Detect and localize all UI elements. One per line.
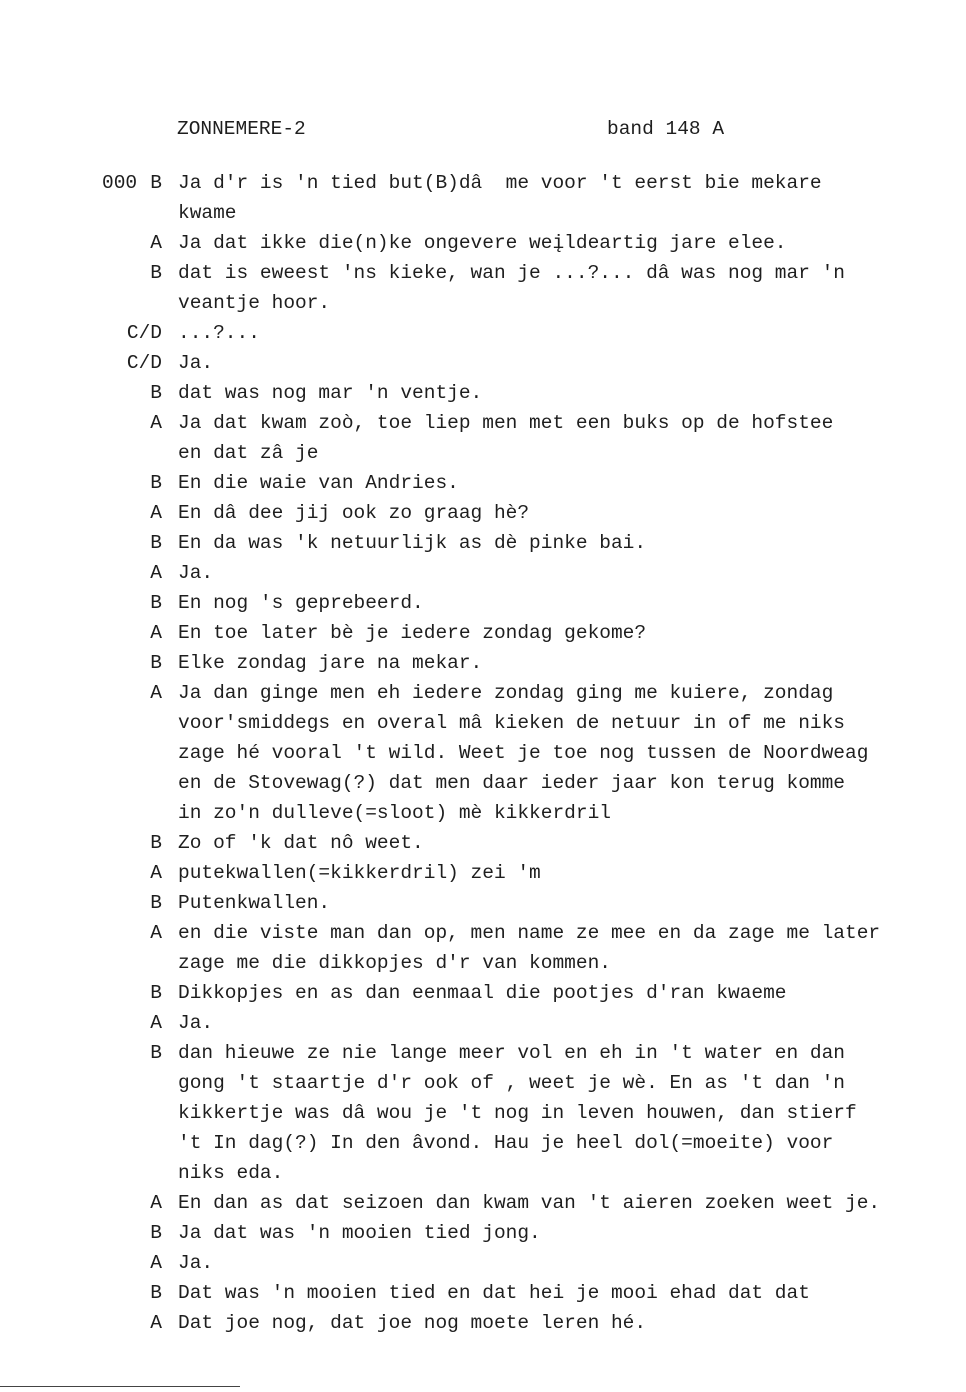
- transcript-line: [0, 1218, 966, 1248]
- speaker-label: A: [150, 862, 162, 884]
- utterance-text: En nog 's geprebeerd.: [178, 592, 424, 614]
- transcript-line: [0, 198, 966, 228]
- speaker-label: B: [150, 382, 162, 404]
- utterance-text: kikkertje was dâ wou je 't nog in leven houwen, dan stierf: [178, 1102, 857, 1124]
- utterance-text: En dâ dee jij ook zo graag hè?: [178, 502, 530, 524]
- utterance-text: En toe later bè je iedere zondag gekome?: [178, 622, 647, 644]
- transcript-line: [0, 318, 966, 348]
- transcript-line: [0, 1308, 966, 1338]
- speaker-label: B: [150, 1222, 162, 1244]
- transcript-line: [0, 528, 966, 558]
- transcript-line: [0, 798, 966, 828]
- transcript-line: [0, 1278, 966, 1308]
- tape-counter: 000: [102, 172, 138, 194]
- transcript-line: [0, 678, 966, 708]
- utterance-text: voor'smiddegs en overal mâ kieken de netuur in of me niks: [178, 712, 846, 734]
- utterance-text: Ja.: [178, 1012, 214, 1034]
- transcript-line: [0, 1068, 966, 1098]
- utterance-text: Ja dat was 'n mooien tied jong.: [178, 1222, 541, 1244]
- speaker-label: A: [150, 1192, 162, 1214]
- transcript-line: [0, 918, 966, 948]
- transcript-line: [0, 648, 966, 678]
- transcript-line: [0, 978, 966, 1008]
- utterance-text: Dat was 'n mooien tied en dat hei je mooi ehad dat dat: [178, 1282, 810, 1304]
- speaker-label: B: [150, 532, 162, 554]
- utterance-text: dat is eweest 'ns kieke, wan je ...?... dâ was nog mar 'n: [178, 262, 846, 284]
- transcript: [0, 168, 966, 1338]
- transcript-line: [0, 1008, 966, 1038]
- transcript-line: [0, 168, 966, 198]
- speaker-label: B: [150, 592, 162, 614]
- transcript-line: [0, 828, 966, 858]
- speaker-label: B: [150, 1042, 162, 1064]
- utterance-text: dat was nog mar 'n ventje.: [178, 382, 483, 404]
- utterance-text: En dan as dat seizoen dan kwam van 't aieren zoeken weet je.: [178, 1192, 881, 1214]
- transcript-line: [0, 588, 966, 618]
- utterance-text: Ja dan ginge men eh iedere zondag ging me kuiere, zondag: [178, 682, 834, 704]
- utterance-text: Ja.: [178, 562, 214, 584]
- document-header: [177, 118, 737, 144]
- utterance-text: Putenkwallen.: [178, 892, 331, 914]
- transcript-line: [0, 1188, 966, 1218]
- utterance-text: Ja.: [178, 352, 214, 374]
- utterance-text: Ja dat kwam zoò, toe liep men met een buks op de hofstee: [178, 412, 834, 434]
- transcript-line: [0, 1128, 966, 1158]
- transcript-line: [0, 498, 966, 528]
- utterance-text: Zo of 'k dat nô weet.: [178, 832, 424, 854]
- transcript-line: [0, 1038, 966, 1068]
- utterance-text: en dat zâ je: [178, 442, 319, 464]
- speaker-label: A: [150, 412, 162, 434]
- transcript-line: [0, 348, 966, 378]
- footer-divider: [0, 1386, 240, 1387]
- speaker-label: B: [150, 832, 162, 854]
- utterance-text: dan hieuwe ze nie lange meer vol en eh in 't water en dan: [178, 1042, 846, 1064]
- utterance-text: niks eda.: [178, 1162, 284, 1184]
- transcript-line: [0, 468, 966, 498]
- utterance-text: in zo'n dulleve(=sloot) mè kikkerdril: [178, 802, 611, 824]
- transcript-line: [0, 1098, 966, 1128]
- utterance-text: zage me die dikkopjes d'r van kommen.: [178, 952, 611, 974]
- transcript-line: [0, 858, 966, 888]
- speaker-label: B: [150, 172, 162, 194]
- utterance-text: Dat joe nog, dat joe nog moete leren hé.: [178, 1312, 647, 1334]
- transcript-line: [0, 558, 966, 588]
- transcript-line: [0, 1248, 966, 1278]
- transcript-line: [0, 408, 966, 438]
- speaker-label: A: [150, 232, 162, 254]
- transcript-line: [0, 948, 966, 978]
- transcript-line: [0, 738, 966, 768]
- transcript-line: [0, 228, 966, 258]
- document-title: ZONNEMERE-2: [177, 118, 306, 140]
- utterance-text: Ja d'r is 'n tied but(B)dâ me voor 't eerst bie mekare: [178, 172, 822, 194]
- speaker-label: B: [150, 652, 162, 674]
- transcript-line: [0, 888, 966, 918]
- transcript-line: [0, 288, 966, 318]
- utterance-text: Ja.: [178, 1252, 214, 1274]
- speaker-label: A: [150, 1012, 162, 1034]
- transcript-line: [0, 258, 966, 288]
- speaker-label: B: [150, 472, 162, 494]
- utterance-text: gong 't staartje d'r ook of , weet je wè. En as 't dan 'n: [178, 1072, 846, 1094]
- speaker-label: C/D: [126, 352, 162, 374]
- speaker-label: B: [150, 982, 162, 1004]
- utterance-text: En da was 'k netuurlijk as dè pinke bai.: [178, 532, 647, 554]
- utterance-text: 't In dag(?) In den âvond. Hau je heel dol(=moeite) voor: [178, 1132, 834, 1154]
- utterance-text: kwame: [178, 202, 237, 224]
- utterance-text: putekwallen(=kikkerdril) zei 'm: [178, 862, 541, 884]
- utterance-text: zage hé vooral 't wild. Weet je toe nog tussen de Noordweag: [178, 742, 869, 764]
- transcript-line: [0, 708, 966, 738]
- tape-band-label: band 148 A: [607, 118, 725, 140]
- utterance-text: Ja dat ikke die(n)ke ongevere weįldeartig jare elee.: [178, 232, 787, 254]
- speaker-label: A: [150, 502, 162, 524]
- transcript-line: [0, 378, 966, 408]
- transcript-line: [0, 438, 966, 468]
- utterance-text: en de Stovewag(?) dat men daar ieder jaar kon terug komme: [178, 772, 846, 794]
- speaker-label: A: [150, 1312, 162, 1334]
- speaker-label: B: [150, 1282, 162, 1304]
- transcript-line: [0, 768, 966, 798]
- utterance-text: Dikkopjes en as dan eenmaal die pootjes d'ran kwaeme: [178, 982, 787, 1004]
- utterance-text: En die waie van Andries.: [178, 472, 459, 494]
- speaker-label: A: [150, 562, 162, 584]
- transcript-line: [0, 1158, 966, 1188]
- utterance-text: ...?...: [178, 322, 260, 344]
- speaker-label: A: [150, 682, 162, 704]
- utterance-text: Elke zondag jare na mekar.: [178, 652, 483, 674]
- transcript-line: [0, 618, 966, 648]
- utterance-text: en die viste man dan op, men name ze mee en da zage me later: [178, 922, 881, 944]
- speaker-label: A: [150, 622, 162, 644]
- speaker-label: A: [150, 1252, 162, 1274]
- speaker-label: B: [150, 892, 162, 914]
- speaker-label: B: [150, 262, 162, 284]
- utterance-text: veantje hoor.: [178, 292, 331, 314]
- speaker-label: C/D: [126, 322, 162, 344]
- speaker-label: A: [150, 922, 162, 944]
